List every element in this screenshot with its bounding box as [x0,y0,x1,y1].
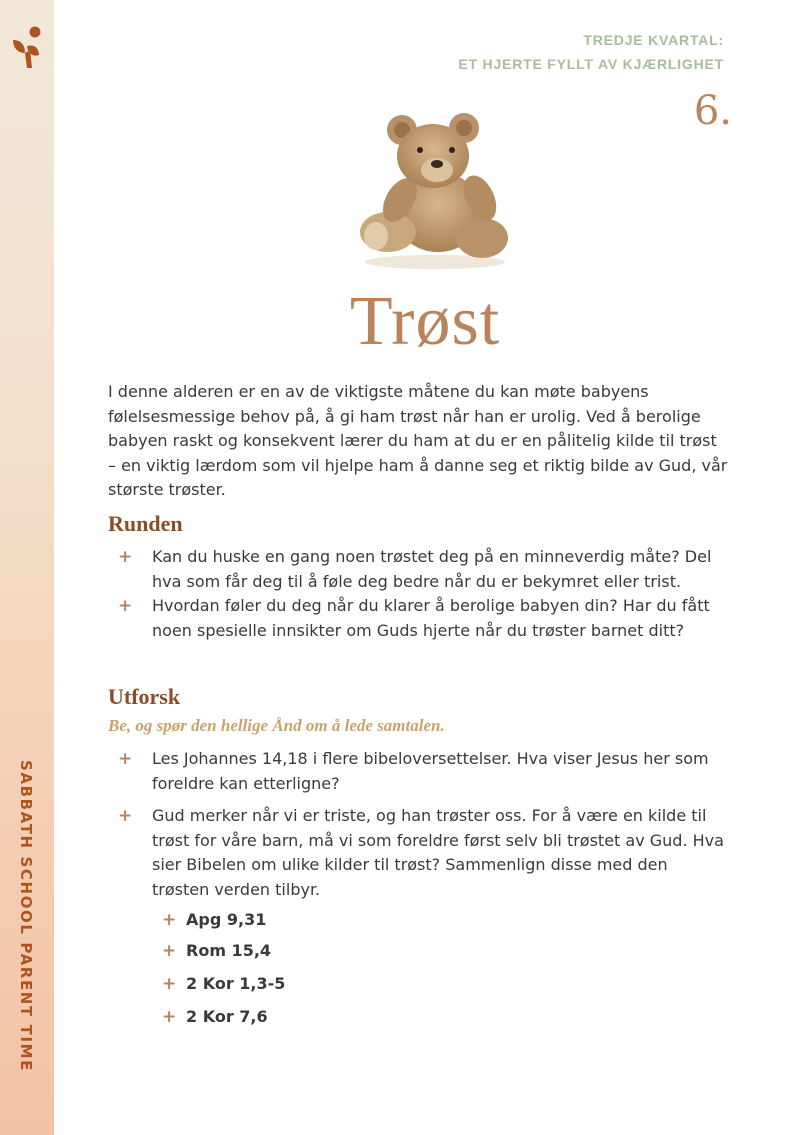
plus-icon: + [118,547,133,567]
bible-reference [162,1007,268,1026]
leaf-logo-icon [10,26,42,70]
lesson-number: 6. [693,88,732,134]
bible-reference [162,974,285,993]
bible-reference-text: Apg 9,31 [186,910,267,929]
list-item-text: Gud merker når vi er triste, og han trøster oss. For å være en kilde til trøst for våre barn, må vi som foreldre først selv bli trøstet av Gud. Hva sier Bibelen om ulike kilder til trøst? Sammenlign disse med den trøsten verden tilbyr. [152,806,724,899]
bible-reference-text: Rom 15,4 [186,941,272,960]
sidebar-vertical-title: SABBATH SCHOOL PARENT TIME [17,760,35,1072]
quarter-theme: ET HJERTE FYLLT AV KJÆRLIGHET [458,56,724,72]
section-heading-runden: Runden [108,511,183,536]
list-item-text: Les Johannes 14,18 i flere bibeloversettelser. Hva viser Jesus her som foreldre kan etterligne? [152,749,709,793]
plus-icon: + [118,749,133,769]
plus-icon: + [118,806,133,826]
page-title: Trøst [349,283,501,360]
plus-icon: + [162,941,177,961]
plus-icon: + [162,910,177,930]
bible-reference-text: 2 Kor 7,6 [186,1007,268,1026]
list-item-text: Kan du huske en gang noen trøstet deg på en minneverdig måte? Del hva som får deg til å føle deg bedre når du er bekymret eller trist. [152,547,712,591]
section-heading-utforsk: Utforsk [108,684,181,709]
plus-icon: + [118,596,133,616]
bible-reference-text: 2 Kor 1,3-5 [186,974,286,993]
list-item [118,804,728,902]
quarter-heading [458,28,724,76]
plus-icon: + [162,1007,177,1027]
section-subtitle: Be, og spør den hellige Ånd om å lede samtalen. [108,716,445,735]
list-item [118,594,728,643]
sidebar [0,0,54,1135]
list-item [118,747,728,796]
intro-paragraph: I denne alderen er en av de viktigste måtene du kan møte babyens følelsesmessige behov på, å gi ham trøst når han er urolig. Ved å berolige babyen raskt og konsekvent lærer du ham at du er en pålitelig kilde til trøst – en viktig lærdom som vil hjelpe ham å danne seg et riktig bilde av Gud, vår største trøster. [108,382,728,500]
teddy-bear-icon [340,104,520,274]
bible-reference [162,941,271,960]
list-item [118,545,728,594]
list-item-text: Hvordan føler du deg når du klarer å berolige babyen din? Har du fått noen spesielle innsikter om Guds hjerte når du trøster barnet ditt? [152,596,710,640]
bible-reference [162,910,266,929]
quarter-label: TREDJE KVARTAL: [583,32,724,48]
plus-icon: + [162,974,177,994]
